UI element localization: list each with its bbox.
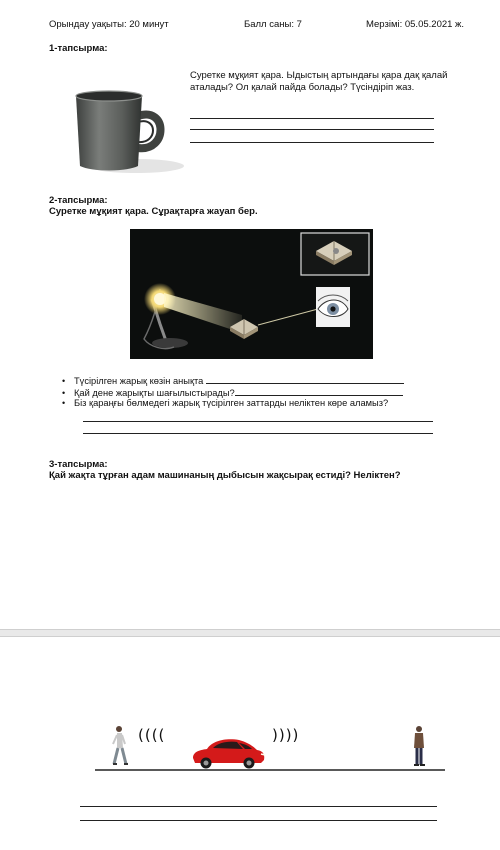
page-separator xyxy=(0,629,500,637)
bullet-item: • Біз қараңғы бөлмедегі жарық түсірілген заттарды неліктен көре аламыз? xyxy=(62,398,389,408)
answer-line xyxy=(190,118,434,119)
time-label: Орындау уақыты: 20 минут xyxy=(49,19,169,30)
task2-title: 2-тапсырма: xyxy=(49,195,108,206)
answer-line xyxy=(80,820,437,821)
right-person-icon xyxy=(414,726,425,765)
date-label: Мерзімі: 05.05.2021 ж. xyxy=(366,19,465,30)
sound-waves-right: )))) xyxy=(272,726,300,744)
answer-line xyxy=(190,142,434,143)
car-icon xyxy=(193,739,265,768)
task3-question: Қай жақта тұрған адам машинаның дыбысын жақсырақ естиді? Неліктен? xyxy=(49,470,401,481)
answer-line xyxy=(83,421,433,422)
mug-image xyxy=(66,86,186,176)
answer-line xyxy=(80,806,437,807)
answer-line xyxy=(190,129,434,130)
answer-line xyxy=(83,433,433,434)
task1-text: Суретке мұқият қара. Ыдыстың артындағы қара дақ қалай аталады? Ол қалай пайда болады? Түсіндіріп жаз. xyxy=(190,70,448,93)
task2-subtitle: Суретке мұқият қара. Сұрақтарға жауап бер. xyxy=(49,206,258,217)
task1-title: 1-тапсырма: xyxy=(49,43,108,54)
task3-title: 3-тапсырма: xyxy=(49,459,108,470)
score-label: Балл саны: 7 xyxy=(244,19,302,30)
bullet-item: • Түсірілген жарық көзін анықта xyxy=(62,374,404,386)
left-person-icon xyxy=(113,726,128,764)
light-reflection-image xyxy=(130,229,373,359)
sound-waves-left: (((( xyxy=(138,726,166,744)
bullet-item: • Қай дене жарықты шағылыстырады? xyxy=(62,386,403,398)
